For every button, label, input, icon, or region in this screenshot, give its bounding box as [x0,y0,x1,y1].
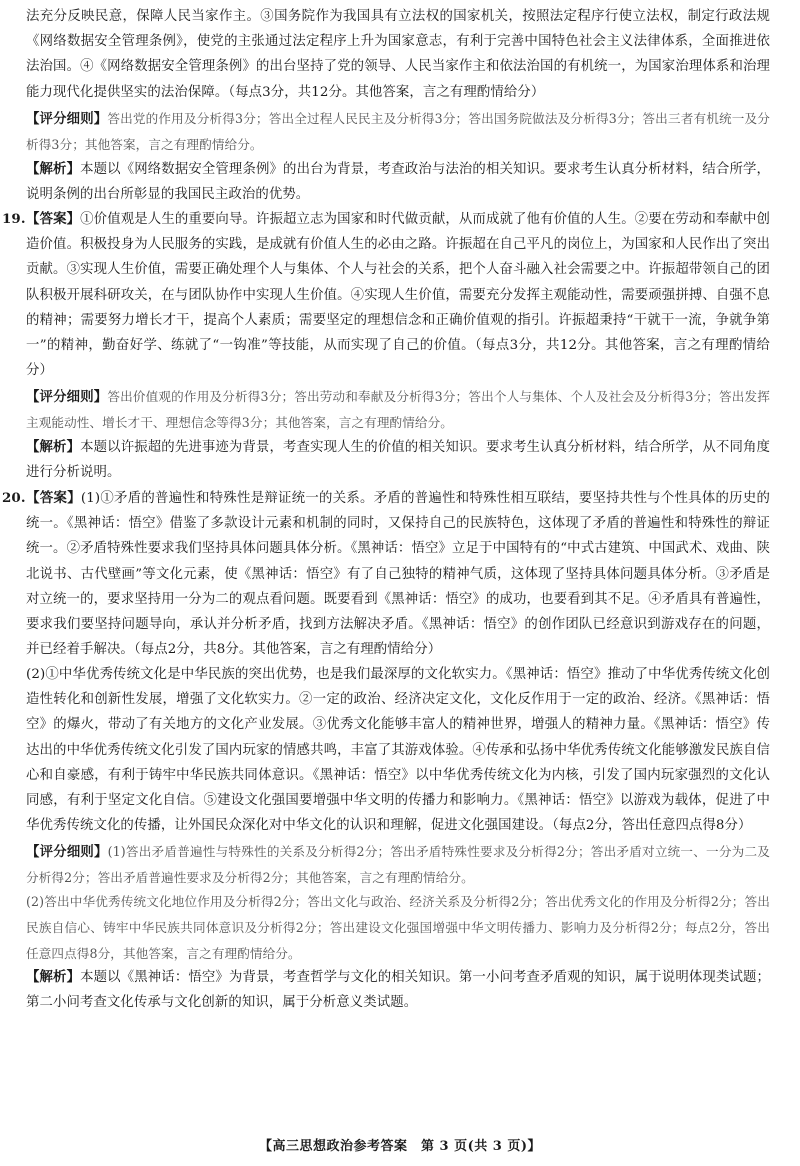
q20-answer-part1 [2,486,770,662]
q20-rubric-part2: (2)答出中华优秀传统文化地位作用及分析得2分；答出文化与政治、经济关系及分析得2分；答出优秀文化的作用及分析得2分；答出民族自信心、铸牢中华民族共同体意识及分析得2分；答出建设文化强国增强中华文明传播力、影响力及分析得2分；每点2分，答出任意四点得8分，其他答案，言之有理酌情给分。 [26,894,770,962]
page-footer: 【高三思想政治参考答案 第 3 页(共 3 页)】 [259,1139,541,1154]
q18-rubric-text: 答出党的作用及分析得3分；答出全过程人民民主及分析得3分；答出国务院做法及分析得3分；答出三者有机统一及分析得3分；其他答案，言之有理酌情给分。 [26,111,770,153]
q18-analysis-text: 本题以《网络数据安全管理条例》的出台为背景，考查政治与法治的相关知识。要求考生认真分析材料，结合所学，说明条例的出台所彰显的我国民主政治的优势。 [26,162,770,203]
q19-rubric-tag: 【评分细则】 [26,389,108,405]
q20-analysis-tag: 【解析】 [26,969,81,985]
q19-answer-tag: 【答案】 [26,211,81,227]
q20-rubric [26,839,770,891]
q19-analysis-text: 本题以许振超的先进事迹为背景，考查实现人生的价值的相关知识。要求考生认真分析材料，结合所学，从不同角度进行分析说明。 [26,440,770,481]
q18-analysis [26,157,770,207]
q18-analysis-tag: 【解析】 [26,161,81,177]
q20-rubric-continued [26,889,770,968]
q20-answer-part2-text: (2)①中华优秀传统文化是中华民族的突出优势，也是我们最深厚的文化软实力。《黑神话：悟空》推动了中华优秀传统文化创造性转化和创新性发展，增强了文化软实力。②一定的政治、经济决定文化，文化反作用于一定的政治、经济。《黑神话：悟空》的爆火，带动了有关地方的文化产业发展。③优秀文化能够丰富人的精神世界，增强人的精神力量。《黑神话：悟空》传达出的中华优秀传统文化引发了国内玩家的情感共鸣，丰富了其游戏体验。④传承和弘扬中华优秀传统文化能够激发民族自信心和自豪感，有利于铸牢中华民族共同体意识。《黑神话：悟空》以中华优秀传统文化为内核，引发了国内玩家强烈的文化认同感，有利于坚定文化自信。⑤建设文化强国要增强中华文明的传播力和影响力。《黑神话：悟空》以游戏为载体，促进了中华优秀传统文化的传播，让外国民众深化对中华文化的认识和理解，促进文化强国建设。（每点2分，答出任意四点得8分） [26,667,770,834]
q19-analysis [26,435,770,485]
q19-answer [2,207,770,383]
q20-rubric-tag: 【评分细则】 [26,844,108,860]
q20-answer-tag: 【答案】 [26,490,81,506]
q20-analysis [26,965,770,1015]
q19-answer-text: ①价值观是人生的重要向导。许振超立志为国家和时代做贡献，从而成就了他有价值的人生。②要在劳动和奉献中创造价值。积极投身为人民服务的实践，是成就有价值人生的必由之路。许振超在自己平凡的岗位上，为国家和人民作出了突出贡献。③实现人生价值，需要正确处理个人与集体、个人与社会的关系，把个人奋斗融入社会需要之中。许振超带领自己的团队积极开展科研攻关，在与团队协作中实现人生价值。④实现人生价值，需要充分发挥主观能动性，需要顽强拼搏、自强不息的精神；需要努力增长才干，提高个人素质；需要坚定的理想信念和正确价值观的指引。许振超秉持“干就干一流，争就争第一”的精神，勤奋好学、练就了“一钩准”等技能，从而实现了自己的价值。（每点3分，共12分。其他答案，言之有理酌情给分） [26,212,770,379]
q19-analysis-tag: 【解析】 [26,439,81,455]
q18-answer-continuation [26,4,770,105]
q19-number: 19. [2,211,26,227]
q20-number: 20. [2,490,26,506]
q19-rubric-text: 答出价值观的作用及分析得3分；答出劳动和奉献及分析得3分；答出个人与集体、个人及社会及分析得3分；答出发挥主观能动性、增长才干、理想信念等得3分；其他答案，言之有理酌情给分。 [26,389,770,431]
q20-answer-part2 [26,662,770,838]
q18-answer-text: 法充分反映民意，保障人民当家作主。③国务院作为我国具有立法权的国家机关，按照法定程序行使立法权，制定行政法规《网络数据安全管理条例》，使党的主张通过法定程序上升为国家意志，有利于完善中国特色社会主义法律体系，全面推进依法治国。④《网络数据安全管理条例》的出台坚持了党的领导、人民当家作主和依法治国的有机统一，为国家治理体系和治理能力现代化提供坚实的法治保障。（每点3分，共12分。其他答案，言之有理酌情给分） [26,9,770,100]
q18-rubric [26,106,770,158]
q20-answer-part1-text: (1)①矛盾的普遍性和特殊性是辩证统一的关系。矛盾的普遍性和特殊性相互联结，要坚持共性与个性具体的历史的统一。《黑神话：悟空》借鉴了多款设计元素和机制的同时，又保持自己的民族特色，这体现了矛盾的普遍性和特殊性的辩证统一。②矛盾特殊性要求我们坚持具体问题具体分析。《黑神话：悟空》立足于中国特有的“中式古建筑、中国武术、戏曲、陕北说书、古代壁画”等文化元素，使《黑神话：悟空》有了自己独特的精神气质，这体现了坚持具体问题具体分析。③矛盾是对立统一的，要求坚持用一分为二的观点看问题。既要看到《黑神话：悟空》的成功，也要看到其不足。④矛盾具有普遍性，要求我们要坚持问题导向，承认并分析矛盾，找到方法解决矛盾。《黑神话：悟空》的创作团队已经意识到游戏存在的问题，并已经着手解决。（每点2分，共8分。其他答案，言之有理酌情给分） [26,491,770,658]
q20-analysis-text: 本题以《黑神话：悟空》为背景，考查哲学与文化的相关知识。第一小问考查矛盾观的知识，属于说明体现类试题；第二小问考查文化传承与文化创新的知识，属于分析意义类试题。 [26,970,770,1011]
q19-rubric [26,384,770,436]
q20-rubric-part1: (1)答出矛盾普遍性与特殊性的关系及分析得2分；答出矛盾特殊性要求及分析得2分；答出矛盾对立统一、一分为二及分析得2分；答出矛盾普遍性要求及分析得2分；其他答案，言之有理酌情给分。 [26,844,770,886]
q18-rubric-tag: 【评分细则】 [26,111,108,127]
